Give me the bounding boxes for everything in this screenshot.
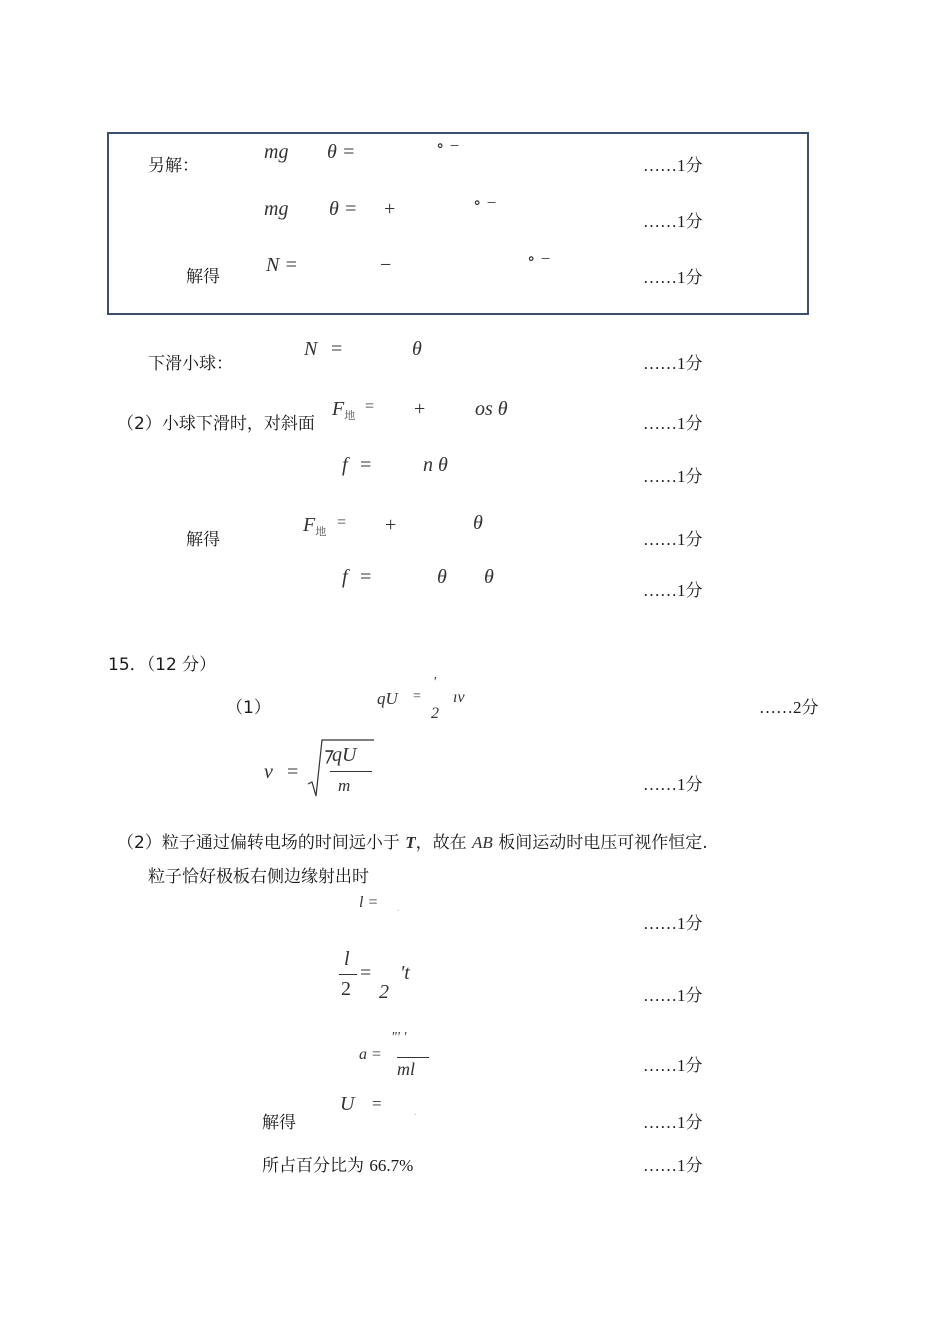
q15-eq2-v: v — [264, 761, 273, 783]
q15-eq5-score: ……1分 — [643, 1056, 703, 1076]
alt-eq1-theta: θ = — [327, 141, 356, 163]
part2-eq2-sin: n θ — [423, 454, 448, 476]
alt-eq1-score: ……1分 — [643, 156, 703, 176]
q15-eq1-mv: ıv — [453, 689, 465, 706]
q15-eq6-U: U — [340, 1093, 355, 1115]
q15-eq3-score: ……1分 — [643, 914, 703, 934]
q15-eq2-denominator: m — [338, 776, 351, 795]
part2-eq2-f: f — [342, 454, 348, 476]
part2-eq4-equals: = — [360, 566, 372, 588]
part2-eq4-theta2: θ — [484, 566, 494, 588]
part2-eq4-f: f — [342, 566, 348, 588]
q15-eq6-score: ……1分 — [643, 1113, 703, 1133]
q15-eq1-numerator: ' — [433, 675, 436, 690]
alt-eq1-mg: mg — [264, 141, 289, 163]
q15-percent-line: 所占百分比为 66.7% — [262, 1156, 414, 1176]
q15-eq2-equals: = — [287, 761, 299, 783]
part2-eq1-score: ……1分 — [643, 414, 703, 434]
alt-eq1-degree: ∘ − — [436, 136, 461, 155]
fraction-bar — [330, 771, 372, 772]
alt-solve-label: 解得 — [186, 267, 220, 287]
part2-eq3-score: ……1分 — [643, 530, 703, 550]
alt-eq2-mg: mg — [264, 198, 289, 220]
q15-eq4-l: l — [344, 948, 350, 970]
q15-part2-text: （2）粒子通过偏转电场的时间远小于 T，故在 AB 板间运动时电压可视作恒定. — [117, 833, 708, 853]
slide-ball-label: 下滑小球： — [148, 354, 233, 374]
alt-solution-label: 另解： — [148, 156, 199, 176]
alt-eq3-N: N = — [266, 254, 298, 276]
alt-eq3-minus: − — [380, 254, 392, 276]
q15-eq4-two: 2 — [341, 978, 351, 1000]
part2-eq3-equals: = — [337, 514, 347, 531]
q15-eq5-denominator: ml — [397, 1059, 415, 1079]
slide-score: ……1分 — [643, 354, 703, 374]
part2-eq2-equals: = — [360, 454, 372, 476]
part2-eq1-cos: os θ — [475, 398, 508, 420]
q15-heading: 15．（12 分） — [108, 655, 217, 675]
q15-eq3-tail: . — [397, 900, 400, 914]
part2-eq3-plus: + — [385, 514, 397, 536]
alt-eq2-score: ……1分 — [643, 212, 703, 232]
q15-eq4-score: ……1分 — [643, 986, 703, 1006]
part2-eq3-theta: θ — [473, 512, 483, 534]
q15-eq1-qU: qU — [377, 689, 398, 708]
part2-eq1-equals: = — [365, 398, 375, 415]
part2-label: （2）小球下滑时，对斜面 — [117, 414, 315, 434]
slide-eq-equals: = — [331, 338, 343, 360]
alt-eq2-theta: θ = — [329, 198, 358, 220]
q15-eq1-score: ……2分 — [759, 698, 819, 718]
q15-eq1-denominator: 2 — [431, 705, 439, 722]
part2-eq2-score: ……1分 — [643, 467, 703, 487]
alt-eq3-degree: ∘ − — [527, 249, 552, 268]
q15-eq1-equals: = — [413, 689, 421, 704]
q15-eq4-two-b: 2 — [379, 981, 389, 1003]
alt-eq2-degree: ∘ − — [473, 193, 498, 212]
alt-eq2-plus: + — [384, 198, 396, 220]
q15-eq6-tail: . — [414, 1104, 417, 1118]
fraction-bar — [397, 1057, 429, 1058]
part2-eq1-plus: + — [414, 398, 426, 420]
slide-eq-theta: θ — [412, 338, 422, 360]
part2-solve-label: 解得 — [186, 530, 220, 550]
q15-eq4-t: 't — [400, 962, 410, 984]
q15-part2-line2: 粒子恰好极板右侧边缘射出时 — [148, 867, 369, 887]
fraction-bar — [339, 974, 357, 975]
q15-part1-label: （1） — [226, 698, 271, 718]
q15-percent-score: ……1分 — [643, 1156, 703, 1176]
q15-solve-label: 解得 — [262, 1113, 296, 1133]
q15-eq4-equals: = — [360, 962, 372, 984]
q15-eq5-a: a = — [359, 1046, 382, 1063]
part2-eq4-theta1: θ — [437, 566, 447, 588]
alt-eq3-score: ……1分 — [643, 268, 703, 288]
part2-eq4-score: ……1分 — [643, 581, 703, 601]
q15-eq3-l: l = — [359, 894, 379, 911]
q15-eq6-equals: = — [372, 1094, 382, 1113]
alternative-solution-box — [107, 132, 809, 315]
q15-eq5-numerator: "' ' — [391, 1030, 407, 1045]
part2-eq1-F: $F_地$ — [332, 398, 356, 422]
part2-eq3-F: $F_地$ — [303, 514, 327, 538]
slide-eq-N: N — [304, 338, 318, 360]
q15-eq2-score: ……1分 — [643, 775, 703, 795]
q15-eq2-numerator: ⁊qU — [322, 744, 357, 766]
